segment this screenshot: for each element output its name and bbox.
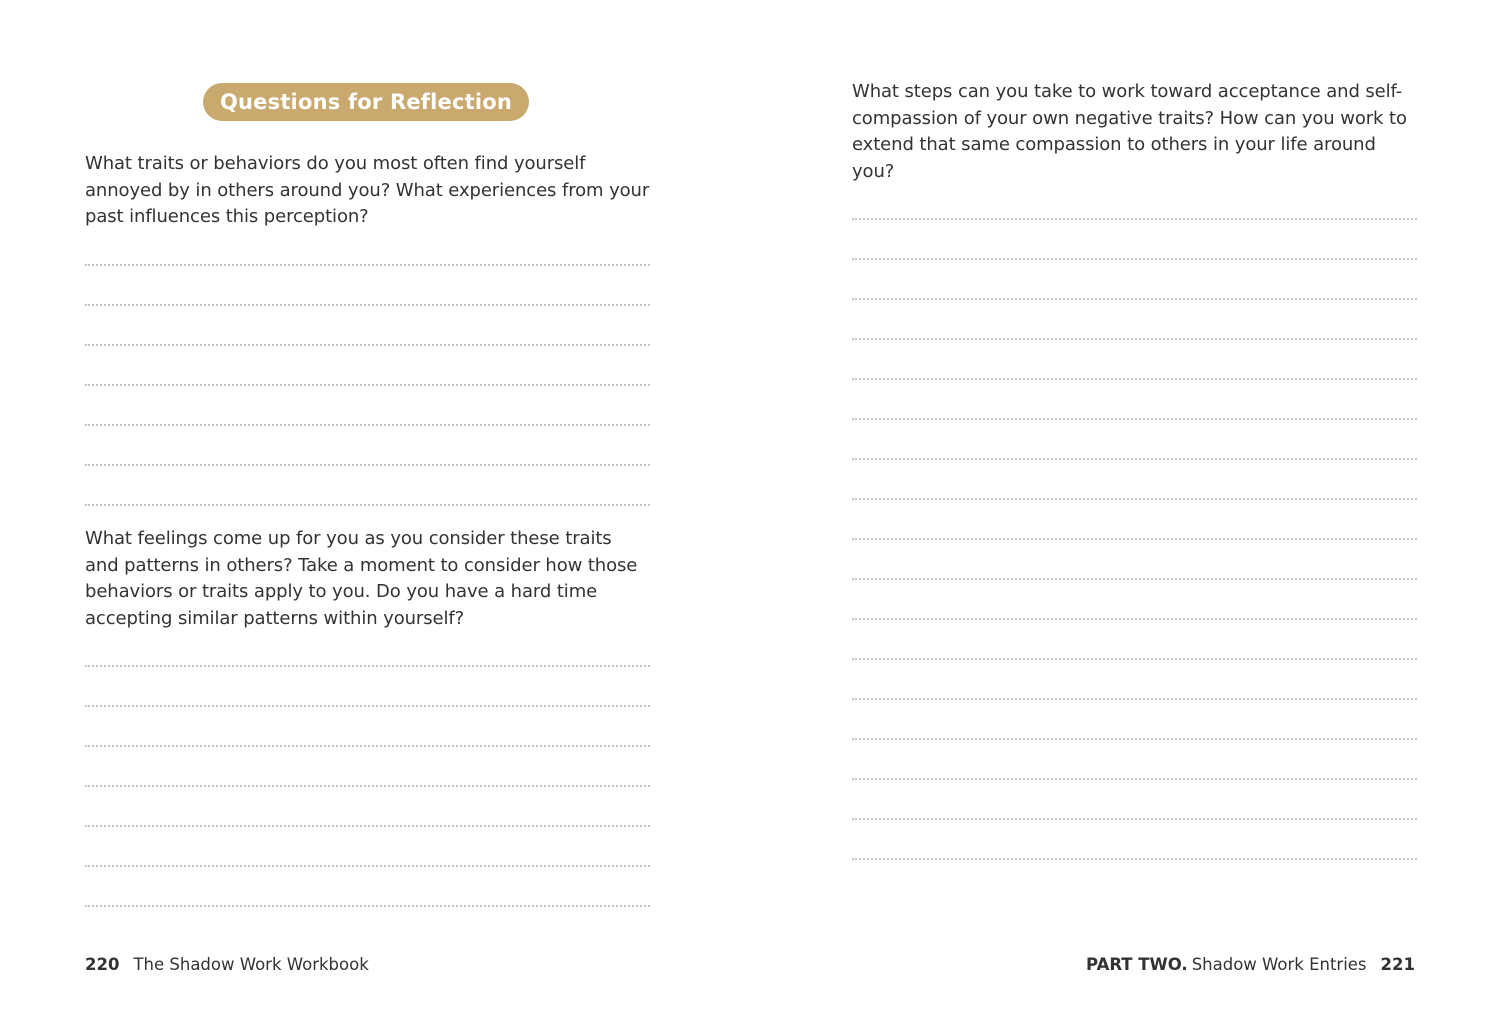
writing-line[interactable] [852,578,1417,580]
writing-line[interactable] [852,458,1417,460]
writing-line[interactable] [85,905,650,907]
writing-line[interactable] [852,258,1417,260]
writing-line[interactable] [85,464,650,466]
writing-line[interactable] [85,304,650,306]
reflection-question-2: What feelings come up for you as you consider these traits and patterns in others? Take a moment to consider how those behaviors or traits apply to you. Do you have a hard time accepting similar patterns within yourself? [85,528,638,629]
writing-line[interactable] [852,298,1417,300]
reflection-question-1: What traits or behaviors do you most often find yourself annoyed by in others around you? What experiences from your past influences this perception? [85,153,650,228]
writing-line[interactable] [85,344,650,346]
writing-line[interactable] [852,818,1417,820]
writing-line[interactable] [852,738,1417,740]
writing-line[interactable] [852,858,1417,860]
part-label: PART TWO. [1085,955,1188,974]
writing-line[interactable] [85,785,650,787]
writing-line[interactable] [852,698,1417,700]
writing-line[interactable] [85,665,650,667]
writing-line[interactable] [852,618,1417,620]
writing-line[interactable] [85,865,650,867]
writing-line[interactable] [85,825,650,827]
writing-line[interactable] [852,778,1417,780]
left-page-footer [85,954,369,976]
writing-line[interactable] [852,338,1417,340]
page-number-right: 221 [1380,955,1415,974]
section-heading: Questions for Reflection [203,83,529,121]
writing-line[interactable] [852,418,1417,420]
writing-line[interactable] [85,424,650,426]
writing-line[interactable] [85,745,650,747]
reflection-question-3: What steps can you take to work toward acceptance and self-compassion of your own negative traits? How can you work to extend that same compassion to others in your life around you? [852,81,1407,182]
book-title: The Shadow Work Workbook [133,955,369,974]
writing-line[interactable] [852,498,1417,500]
writing-line[interactable] [85,264,650,266]
writing-line[interactable] [852,538,1417,540]
writing-line[interactable] [852,218,1417,220]
writing-line[interactable] [85,705,650,707]
right-page-footer [1086,954,1415,976]
writing-line[interactable] [85,504,650,506]
answer-lines-3 [852,218,1417,898]
answer-lines-2 [85,665,650,945]
writing-line[interactable] [85,384,650,386]
page-number-left: 220 [85,955,120,974]
writing-line[interactable] [852,658,1417,660]
answer-lines-1 [85,264,650,544]
writing-line[interactable] [852,378,1417,380]
section-title: Shadow Work Entries [1191,955,1367,974]
